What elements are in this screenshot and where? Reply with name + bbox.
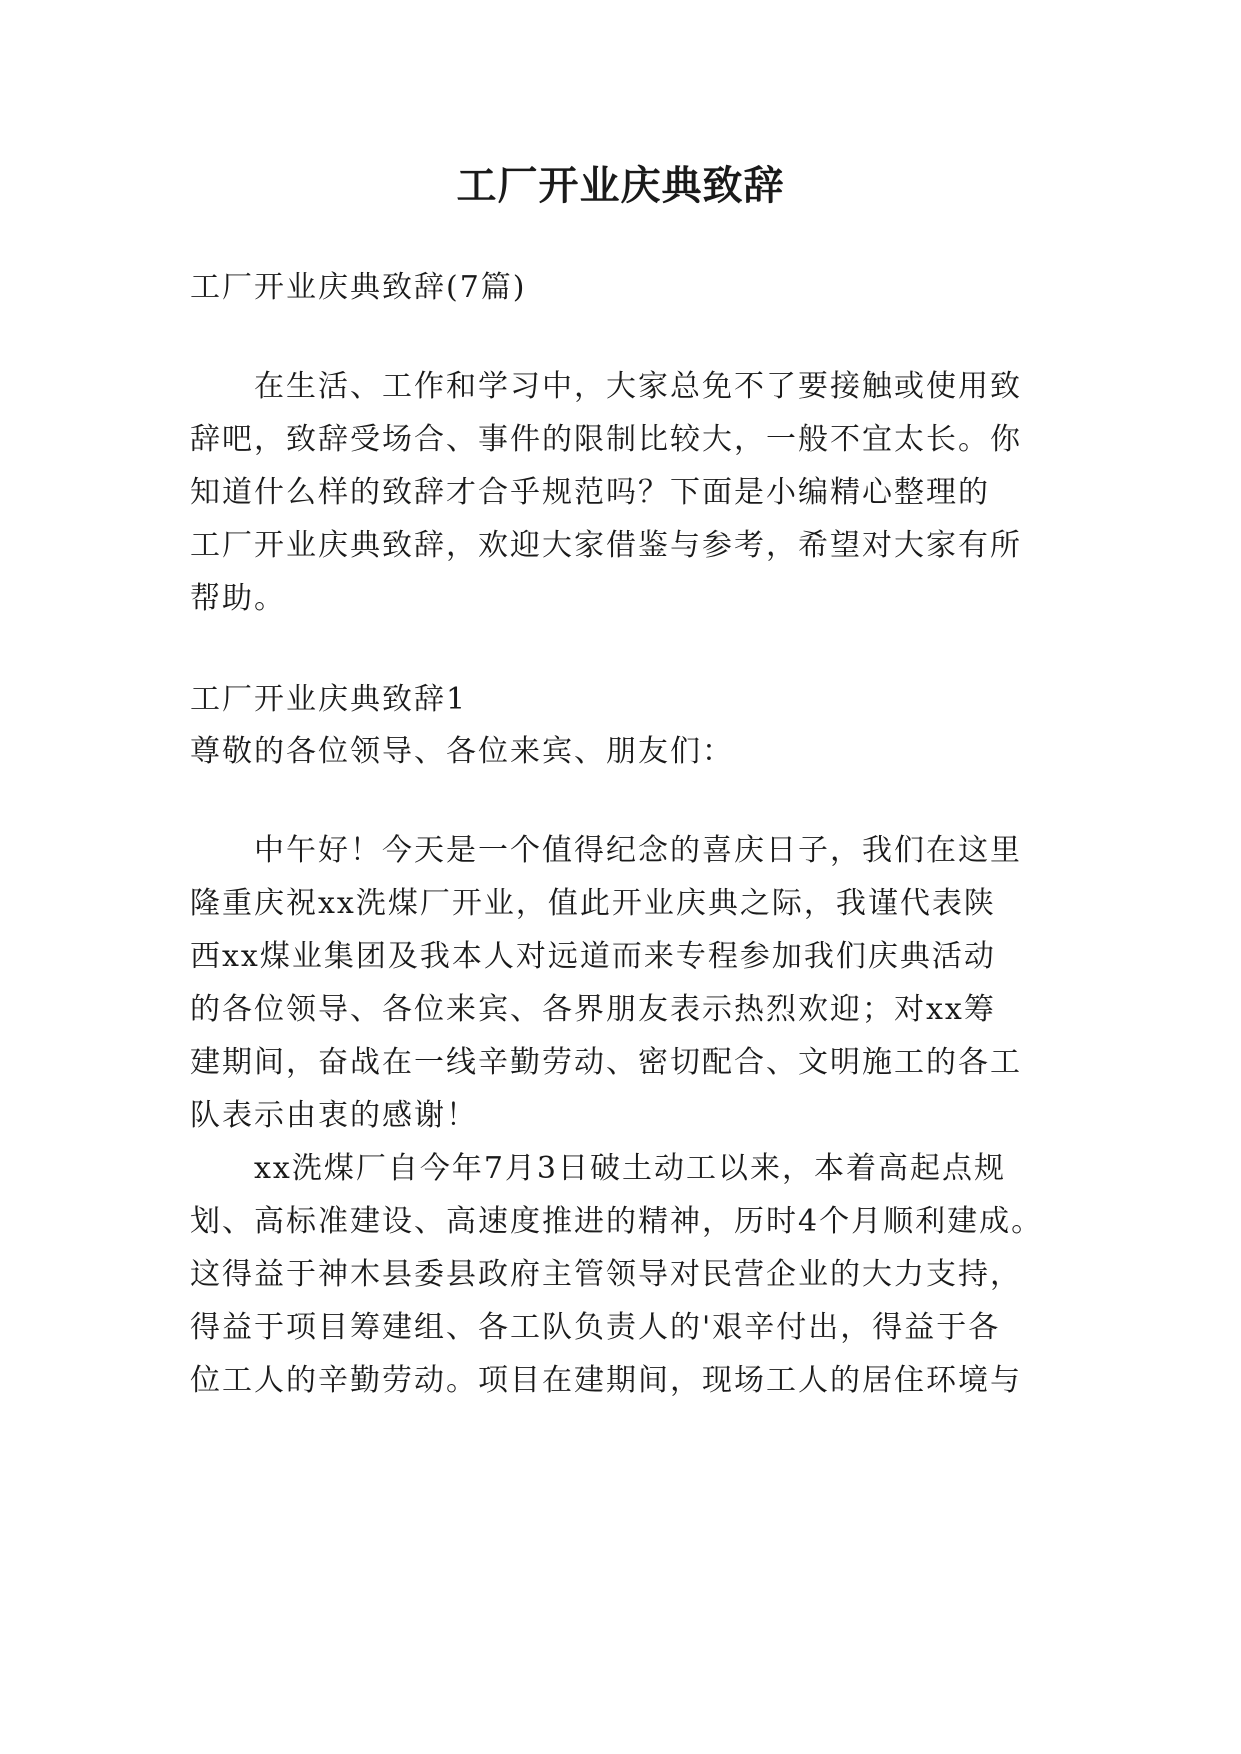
paragraph-line: 隆重庆祝xx洗煤厂开业，值此开业庆典之际，我谨代表陕 [190,886,996,921]
intro-line: 在生活、工作和学习中，大家总免不了要接触或使用致 [254,369,1022,404]
intro-line: 帮助。 [190,581,286,616]
paragraph-line: 的各位领导、各位来宾、各界朋友表示热烈欢迎；对xx筹 [190,992,996,1027]
document-subtitle: 工厂开业庆典致辞(7篇) [190,270,527,305]
paragraph-line: 划、高标准建设、高速度推进的精神，历时4个月顺利建成。 [190,1204,1044,1239]
paragraph-line: 得益于项目筹建组、各工队负责人的'艰辛付出，得益于各 [190,1310,1001,1345]
paragraph-line: 西xx煤业集团及我本人对远道而来专程参加我们庆典活动 [190,939,996,974]
salutation: 尊敬的各位领导、各位来宾、朋友们： [190,734,734,769]
document-title: 工厂开业庆典致辞 [456,162,785,209]
intro-line: 辞吧，致辞受场合、事件的限制比较大，一般不宜太长。你 [190,422,1022,457]
intro-line: 知道什么样的致辞才合乎规范吗？下面是小编精心整理的 [190,475,990,510]
paragraph-line: 位工人的辛勤劳动。项目在建期间，现场工人的居住环境与 [190,1363,1022,1398]
paragraph-line: 建期间，奋战在一线辛勤劳动、密切配合、文明施工的各工 [190,1045,1022,1080]
paragraph-line: 队表示由衷的感谢！ [190,1098,478,1133]
paragraph-line: 中午好！今天是一个值得纪念的喜庆日子，我们在这里 [254,833,1022,868]
section-heading: 工厂开业庆典致辞1 [190,682,468,717]
intro-line: 工厂开业庆典致辞，欢迎大家借鉴与参考，希望对大家有所 [190,528,1022,563]
paragraph-line: 这得益于神木县委县政府主管领导对民营企业的大力支持， [190,1257,1022,1292]
paragraph-line: xx洗煤厂自今年7月3日破土动工以来，本着高起点规 [254,1151,1007,1186]
